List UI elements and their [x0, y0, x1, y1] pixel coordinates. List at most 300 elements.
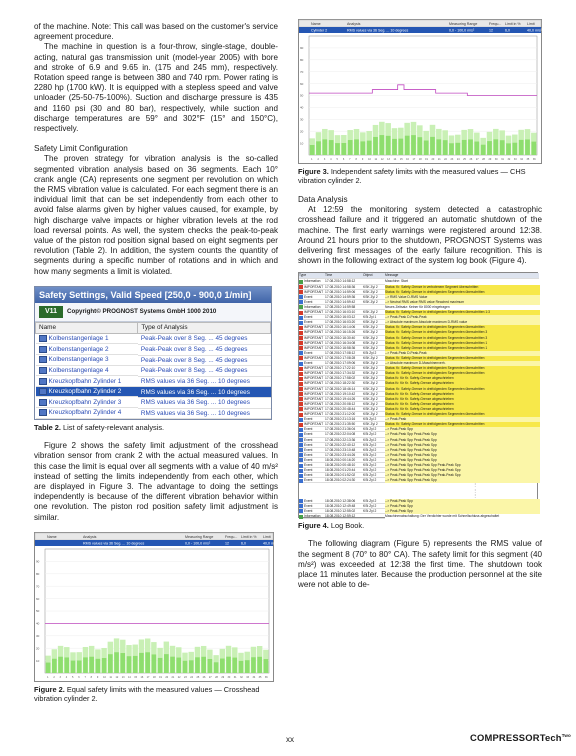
important-icon — [299, 341, 303, 345]
logbook-cell-type: IMPORTANT — [304, 330, 324, 335]
logbook-cell-type: IMPORTANT — [304, 289, 324, 294]
chart-row-cell: 6,0 — [241, 541, 246, 546]
segment-bar-inner — [436, 139, 441, 155]
x-tick-label: 35 — [258, 675, 262, 679]
settings-row[interactable] — [36, 355, 271, 366]
logbook-cell-type: Event — [304, 320, 313, 325]
chart-selected-row — [35, 540, 273, 546]
segment-bar-inner — [506, 143, 511, 155]
chart-header-cell: Analysis — [83, 534, 97, 539]
logbook-cell-msg: Status: Kr. Safety-Grenze in dreifolgenden Segmenten überschritten — [385, 290, 540, 295]
logbook-cell-type: Event — [304, 478, 313, 483]
figure2-label: Figure 2. — [34, 684, 65, 694]
panel-logo-bar — [35, 303, 271, 322]
segment-bar-inner — [189, 660, 194, 673]
figure2-caption — [34, 685, 278, 703]
logbook-cell-time: 17.08.2010 16:14:06 — [325, 325, 356, 330]
logbook-cell-time: 17.08.2010 16:15:26 — [325, 330, 356, 335]
logbook-cell-type: IMPORTANT — [304, 412, 324, 417]
x-tick-label: 28 — [215, 675, 218, 679]
logbook-cell-obj: KSK Zyl 2 — [363, 355, 378, 360]
chart-header-cell: Analysis — [347, 22, 361, 27]
x-tick-label: 27 — [475, 158, 479, 161]
settings-type-cell[interactable]: Peak-Peak over 8 Seg. ... 45 degrees — [138, 355, 271, 366]
logbook-cell-type: Event — [304, 437, 313, 442]
settings-type-cell[interactable]: Peak-Peak over 8 Seg. ... 45 degrees — [138, 344, 271, 355]
brand-footer — [470, 732, 571, 743]
chart-header-cell: Limit — [527, 22, 535, 27]
settings-row[interactable] — [36, 387, 271, 398]
logbook-cell-obj: KSK Zyl 2 — [363, 310, 378, 315]
settings-row[interactable] — [36, 366, 271, 377]
y-tick-label: 60 — [36, 596, 40, 601]
settings-type-cell[interactable]: Peak-Peak over 8 Seg. ... 45 degrees — [138, 366, 271, 377]
logbook-cell-time: 18.08.2010 12:59:12 — [325, 514, 356, 519]
x-tick-label: 10 — [103, 675, 106, 679]
y-tick-label: 20 — [36, 646, 40, 651]
logbook-cell-time: 17.08.2010 21:36:04 — [325, 427, 356, 432]
logbook-cell-obj: KSt Zyl 2 — [363, 478, 377, 483]
logbook-cell-msg: Status: Kr. Safety-Grenze in dreifolgenden Segmenten überschritten 3 — [385, 336, 540, 341]
x-tick-label: 6 — [342, 158, 345, 161]
logbook-cell-msg: Status Kr. für Kr. Safety-Grenze abgeschrieben — [385, 376, 540, 381]
settings-type-cell[interactable]: RMS values via 36 Seg. ... 10 degrees — [138, 376, 271, 387]
settings-name-cell[interactable] — [36, 366, 138, 377]
x-tick-label: 23 — [184, 675, 187, 679]
logbook-cell-time: 18.08.2010 12:49:48 — [325, 503, 356, 508]
chart-row-cell: Cylinder 2 — [311, 28, 328, 33]
segment-bar-inner — [341, 143, 346, 155]
segment-bar-inner — [71, 660, 76, 672]
logbook-cell-obj: KSK Zyl 2 — [363, 320, 378, 325]
important-icon — [299, 387, 303, 391]
settings-name-cell[interactable] — [36, 376, 138, 387]
figure3-chart — [298, 19, 542, 164]
settings-row[interactable] — [36, 397, 271, 408]
logbook-cell-obj: KSK Zyl 2 — [363, 284, 378, 289]
logbook-cell-type: IMPORTANT — [304, 335, 324, 340]
segment-bar-inner — [411, 135, 416, 155]
y-tick-label: 70 — [36, 584, 40, 589]
important-icon — [299, 377, 303, 381]
important-icon — [299, 397, 303, 401]
logbook-cell-obj: KSt Zyl 2 — [363, 432, 377, 437]
x-tick-label: 34 — [252, 675, 256, 679]
logbook-cell-msg: Maschinenabschaltung: Der Verdichter wurde mit Schnellschluss abgeschaltet — [385, 514, 540, 519]
segment-bar-inner — [430, 137, 435, 155]
logbook-cell-obj: KSK Zyl 2 — [363, 422, 378, 427]
settings-name: Kolbenstangenlage 3 — [48, 356, 109, 364]
brand-name: COMPRESSORTech — [470, 732, 562, 743]
logbook-cell-type: Event — [304, 503, 313, 508]
logbook-cell-obj: KSK Zyl 2 — [363, 289, 378, 294]
important-icon — [299, 382, 303, 386]
logbook-header — [299, 273, 539, 278]
logbook-cell-obj: KSt Zyl 2 — [363, 442, 377, 447]
info-icon — [299, 305, 303, 309]
important-icon — [299, 423, 303, 427]
y-tick-label: 10 — [36, 658, 40, 663]
logbook-cell-time: 18.08.2010 12:38:06 — [325, 498, 356, 503]
logbook-row[interactable] — [299, 514, 539, 519]
logbook-cell-time: 17.08.2010 23:44:26 — [325, 452, 356, 457]
event-icon — [299, 458, 303, 462]
x-tick-label: 1 — [47, 675, 49, 679]
logbook-cell-type: Event — [304, 457, 313, 462]
event-icon — [299, 351, 303, 355]
logbook-cell-time: 17.08.2010 22:40:12 — [325, 442, 356, 447]
segment-bar-inner — [367, 141, 372, 155]
settings-type-cell[interactable]: Peak-Peak over 8 Seg. ... 45 degrees — [138, 333, 271, 344]
sensor-icon — [39, 409, 47, 416]
y-tick-label: 20 — [300, 129, 304, 134]
event-icon — [299, 443, 303, 447]
x-tick-label: 15 — [134, 675, 138, 679]
logbook-cell-obj: KSK Zyl 2 — [363, 401, 378, 406]
logbook-cell-time: 17.08.2010 19:44:26 — [325, 396, 356, 401]
logbook-cell-time: 17.08.2010 17:08:12 — [325, 350, 356, 355]
x-tick-label: 23 — [450, 158, 454, 161]
paragraph-figure2: Figure 2 shows the safety limit adjustment of the crosshead vibration sensor from crank 2 with the actual measured values. In this case the limit is equal over all segments with a value of 40 m/s² instead of setting the limits independently from each other, which are displayed in Figure 3. The advantage to doing the settings independently is because of the different vibration behavior within one revolution. The piston rod position safety limit adjustment is similar. — [34, 441, 278, 522]
x-tick-label: 12 — [380, 158, 384, 161]
settings-type-cell[interactable]: RMS values via 36 Seg. ... 10 degrees — [138, 408, 271, 419]
event-icon — [299, 428, 303, 432]
figure2-chart — [34, 532, 278, 682]
important-icon — [299, 407, 303, 411]
event-icon — [299, 509, 303, 513]
segment-bar-inner — [531, 142, 536, 155]
x-tick-label: 14 — [393, 158, 397, 161]
event-icon — [299, 469, 303, 473]
logbook-cell-type: Event — [304, 442, 313, 447]
paragraph-figure5: The following diagram (Figure 5) represents the RMS value of the segment 8 (70° to 80° CA). The safety limit for this segment (40 m/s²) was exceeded at 12:38 the first time. The shutdown took place 11 minutes later. Because the production personnel at the site were not able to de- — [298, 539, 542, 590]
settings-name-cell[interactable] — [36, 397, 138, 408]
segment-bar-inner — [481, 145, 486, 155]
settings-name-cell[interactable] — [36, 355, 138, 366]
logbook-cell-msg: Status: Kr. Safety-Grenze in verbotenem Segment überschritten — [385, 285, 540, 290]
segment-bar-inner — [379, 135, 384, 155]
x-tick-label: 31 — [233, 675, 237, 679]
logbook-cell-msg: --> Peak-Peak Spp Peak-Peak Spp — [385, 453, 540, 458]
important-icon — [299, 346, 303, 350]
sensor-icon — [39, 388, 47, 395]
logbook-cell-msg: --> Absolute maximum Absolute maximum D-RMS value — [385, 320, 540, 325]
settings-name-cell[interactable] — [36, 387, 138, 398]
x-tick-label: 35 — [526, 158, 530, 161]
x-tick-label: 22 — [177, 675, 181, 679]
x-tick-label: 8 — [90, 675, 93, 679]
x-tick-label: 30 — [494, 158, 498, 161]
y-tick-label: 50 — [36, 608, 40, 613]
y-tick-label: 30 — [300, 117, 304, 122]
x-tick-label: 7 — [84, 675, 86, 679]
segment-bar-inner — [424, 141, 429, 155]
sensor-icon — [39, 356, 47, 363]
logbook-cell-type: Event — [304, 508, 313, 513]
settings-type-cell[interactable]: RMS values via 36 Seg. ... 10 degrees — [138, 387, 271, 398]
x-tick-label: 24 — [456, 158, 460, 161]
logbook-cell-msg: Maschine: Start — [385, 279, 540, 284]
sensor-icon — [39, 335, 47, 342]
chart-header-cell: Measuring Range — [185, 534, 214, 539]
logbook-cell-msg: --> Peak-Peak Spp — [385, 427, 540, 432]
logbook-cell-type: Event — [304, 417, 313, 422]
x-tick-label: 9 — [361, 158, 364, 161]
logbook-cell-obj: KSK Zyl 2 — [363, 371, 378, 376]
logbook-cell-msg: --> Peak-Peak Spp Peak-Peak Spp — [385, 432, 540, 437]
logbook-cell-msg: --> Peak-Peak Spp — [385, 499, 540, 504]
logbook-cell-type: IMPORTANT — [304, 406, 324, 411]
logbook-cell-time: 17.08.2010 22:04:08 — [325, 432, 356, 437]
chart-header-cell: Name — [311, 22, 321, 27]
logbook-cell-time: 17.08.2010 17:09:06 — [325, 361, 356, 366]
settings-row[interactable] — [36, 333, 271, 344]
segment-bar-inner — [329, 140, 334, 155]
logbook-cell-type: Event — [304, 299, 313, 304]
x-tick-label: 29 — [221, 675, 225, 679]
logbook-cell-time: 17.08.2010 20:08:12 — [325, 401, 356, 406]
important-icon — [299, 331, 303, 335]
event-icon — [299, 504, 303, 508]
segment-bar-inner — [462, 140, 467, 155]
x-tick-label: 34 — [520, 158, 523, 161]
important-icon — [299, 402, 303, 406]
important-icon — [299, 290, 303, 294]
chart-header-cell: Measuring Range — [449, 22, 478, 27]
logbook-cell-type: Information — [304, 514, 321, 519]
segment-bar-inner — [512, 143, 517, 155]
logbook-cell-type: IMPORTANT — [304, 345, 324, 350]
logbook-cell-time: 17.08.2010 17:22:10 — [325, 366, 356, 371]
logbook-cell-time: 17.08.2010 14:58:36 — [325, 284, 356, 289]
logbook-cell-msg: Status: Kr. Safety-Grenze in dreifolgenden Segmenten überschritten 1:3 — [385, 310, 540, 315]
chart-row-cell: RMS values via 36 Seg. ... 10 degrees — [83, 541, 145, 546]
logbook-cell-type: IMPORTANT — [304, 391, 324, 396]
segment-bar-inner — [373, 137, 378, 155]
segment-bar-inner — [220, 658, 225, 672]
paragraph-data-analysis: At 12:59 the monitoring system detected a catastrophic crosshead failure and it triggered an automatic shutdown of the machine. The first early warnings were registered around 12:38. Around 21 hours prior to the shutdown, PROGNOST Systems was delivering first messages of the early failure recognition. This is shown in the following extract of the system log book (Figure 4). — [298, 205, 542, 266]
settings-type-cell[interactable]: RMS values via 36 Seg. ... 10 degrees — [138, 397, 271, 408]
event-icon — [299, 448, 303, 452]
segment-bar-inner — [83, 657, 88, 673]
settings-row[interactable] — [36, 408, 271, 419]
settings-name: Kolbenstangenlage 2 — [48, 345, 109, 353]
segment-bar-inner — [360, 141, 365, 155]
figure4-caption — [298, 521, 542, 530]
important-icon — [299, 413, 303, 417]
logbook-cell-type: IMPORTANT — [304, 401, 324, 406]
segment-bar-inner — [322, 139, 327, 155]
segment-bar-inner — [52, 658, 57, 672]
logbook-cell-obj: KSt Zyl 2 — [363, 473, 377, 478]
logbook-cell-type: IMPORTANT — [304, 340, 324, 345]
logbook-cell-obj: KSK Zyl 2 — [363, 340, 378, 345]
x-tick-label: 29 — [488, 158, 492, 161]
logbook-cell-obj: KSK Zyl 2 — [363, 366, 378, 371]
logbook-cell-msg: --> Peak-Peak Spp Peak-Peak Spp Peak-Peak Spp — [385, 473, 540, 478]
settings-name: Kreuzkopfbahn Zylinder 3 — [48, 398, 122, 406]
y-tick-label: 50 — [300, 93, 304, 98]
event-icon — [299, 479, 303, 483]
right-column — [298, 22, 542, 590]
logbook-cell-msg: Neues Zeitsatz: Keiner für 8000 eingetragen — [385, 305, 540, 310]
sensor-icon — [39, 378, 47, 385]
segment-bar-inner — [127, 656, 132, 673]
y-tick-label: 90 — [36, 559, 40, 564]
settings-name-cell[interactable] — [36, 344, 138, 355]
chart-header-cell: Frequ... — [489, 22, 502, 27]
segment-bar-inner — [386, 136, 391, 155]
segment-bar-inner — [455, 143, 460, 155]
segment-bar-inner — [417, 137, 422, 155]
logbook-cell-type: Event — [304, 294, 313, 299]
logbook-cell-time: 17.08.2010 22:13:36 — [325, 437, 356, 442]
logbook-cell-obj: KSt Zyl 2 — [363, 350, 377, 355]
logbook-cell-msg: Status: Kr. Safety-Grenze in dreifolgenden Segmenten überschritten 1 — [385, 346, 540, 351]
chart-row-cell: 12 — [225, 541, 229, 546]
logbook-cell-type: Event — [304, 350, 313, 355]
important-icon — [299, 336, 303, 340]
logbook-cell-msg: Status: Kr. Safety-Grenze in dreifolgenden Segmenten überschritten — [385, 422, 540, 427]
segment-bar-inner — [139, 653, 144, 673]
column-header-name[interactable]: Name — [36, 322, 138, 333]
logbook-cell-msg: --> Peak-Peak Spp Peak-Peak Spp — [385, 443, 540, 448]
segment-bar-inner — [120, 653, 125, 673]
logbook-cell-obj: KSK Zyl 2 — [363, 335, 378, 340]
logbook-cell-obj: KSt Zyl 2 — [363, 437, 377, 442]
chart-row-cell: 6,0 — [505, 28, 510, 33]
x-tick-label: 2 — [53, 675, 55, 679]
logbook-header-cell: Type — [299, 273, 307, 278]
logbook-cell-time: 17.08.2010 17:08:28 — [325, 355, 356, 360]
x-tick-label: 15 — [399, 158, 403, 161]
segment-bar-inner — [487, 141, 492, 155]
logbook-cell-msg: Status: Kr. Safety-Grenze in dreifolgenden Segmenten überschritten 1 — [385, 341, 540, 346]
table2-text: List of safety-relevant analysis. — [63, 423, 165, 433]
logbook-cell-obj: KSt Zyl 2 — [363, 468, 377, 473]
x-tick-label: 31 — [501, 158, 504, 161]
table2-label: Table 2. — [34, 423, 61, 433]
x-tick-label: 5 — [336, 158, 338, 161]
logbook-cell-msg: Status Kr. für Kr. Safety-Grenze abgeschrieben — [385, 381, 540, 386]
logbook-cell-msg: --> RMS Value D-RMS Value — [385, 295, 540, 300]
logbook-cell-time: 17.08.2010 19:10:42 — [325, 391, 356, 396]
paragraph-machine: The machine in question is a four-throw, single-stage, double-acting, natural gas transmission unit (model-year 2005) with bore and stroke of 6.9 and 9.65 in. (175 and 245 mm), respectively. Rotation speed range is between 380 and 740 rpm. Power rating is 2280 hp (1700 kW). It is equipped with a stepless speed and valve unloader (25-50-75-100%). Suction and discharge pressure is 435 and 1160 psi (30 and 80 bar), respectively, while suction and discharge temperatures are 59° and 302°F (15° and 150°C), respectively. — [34, 42, 278, 134]
logbook-cell-time: 17.08.2010 16:03:10 — [325, 310, 356, 315]
logbook-cell-type: IMPORTANT — [304, 371, 324, 376]
logbook-cell-obj: KSt Zyl 2 — [363, 452, 377, 457]
logbook-cell-obj: KSK Zyl 2 — [363, 386, 378, 391]
event-icon — [299, 295, 303, 299]
logbook-cell-obj: KSt Zyl 2 — [363, 427, 377, 432]
logbook-cell-obj: KSt Zyl 2 — [363, 447, 377, 452]
logbook-header-cell: Time — [325, 273, 333, 278]
settings-row[interactable] — [36, 344, 271, 355]
y-tick-label: 40 — [36, 621, 40, 626]
logbook-cell-msg: --> Peak-Peak Spp — [385, 504, 540, 509]
logbook-cell-type: Information — [304, 304, 321, 309]
x-tick-label: 11 — [374, 158, 378, 161]
settings-name-cell[interactable] — [36, 408, 138, 419]
segment-bar-inner — [443, 140, 448, 155]
event-icon — [299, 321, 303, 325]
ellipsis-icon: ⋮ — [473, 488, 477, 493]
logbook-cell-obj: KSK Zyl 2 — [363, 412, 378, 417]
logbook-cell-type: IMPORTANT — [304, 325, 324, 330]
segment-bar-inner — [348, 140, 353, 155]
settings-name: Kolbenstangenlage 4 — [48, 366, 109, 374]
logbook — [298, 272, 538, 518]
segment-bar-inner — [245, 660, 250, 673]
logbook-cell-type: Event — [304, 427, 313, 432]
chart-header-cell: Frequ... — [225, 534, 238, 539]
important-icon — [299, 311, 303, 315]
logbook-cell-time: 17.08.2010 14:59:36 — [325, 294, 356, 299]
logbook-cell-time: 17.08.2010 21:35:50 — [325, 422, 356, 427]
logbook-cell-obj: KSK Zyl 2 — [363, 391, 378, 396]
x-tick-label: 12 — [115, 675, 119, 679]
x-tick-label: 18 — [152, 675, 156, 679]
settings-row[interactable] — [36, 376, 271, 387]
important-icon — [299, 285, 303, 289]
x-tick-label: 3 — [59, 675, 61, 679]
segment-bar-inner — [474, 142, 479, 155]
segment-bar-inner — [257, 657, 262, 673]
figure3-caption — [298, 167, 542, 185]
x-tick-label: 4 — [330, 158, 332, 161]
segment-bar-inner — [145, 652, 150, 673]
info-icon — [299, 515, 303, 519]
logbook-cell-msg: Status: Kr. Safety-Grenze in dreifolgenden Segmenten überschritten — [385, 366, 540, 371]
x-tick-label: 18 — [418, 158, 422, 161]
segment-bar-inner — [405, 136, 410, 155]
segment-bar-inner — [392, 139, 397, 155]
event-icon — [299, 316, 303, 320]
chart-row-cell: 40,0 m/s² — [263, 541, 278, 546]
segment-bar-inner — [201, 657, 206, 673]
logbook-cell-obj: KSK Zyl 2 — [363, 376, 378, 381]
x-tick-label: 5 — [72, 675, 74, 679]
figure3-svg — [299, 20, 541, 163]
settings-name-cell[interactable] — [36, 334, 138, 345]
segment-bar-inner — [208, 659, 213, 673]
segment-bar-inner — [468, 139, 473, 155]
segment-bar-inner — [251, 657, 256, 673]
x-tick-label: 21 — [437, 158, 441, 161]
logbook-cell-time: 17.08.2010 20:48:44 — [325, 406, 356, 411]
logbook-cell-msg: Status: Kr. Safety-Grenze in dreifolgenden Segmenten überschritten — [385, 356, 540, 361]
segment-bar-inner — [89, 656, 94, 672]
segment-bar-inner — [310, 145, 315, 155]
column-header-type[interactable]: Type of Analysis — [138, 322, 271, 333]
logbook-header-cell: Object — [363, 273, 373, 278]
logbook-cell-obj: KSt Zyl 2 — [363, 463, 377, 468]
logbook-cell-obj: KSt Zyl 2 — [363, 503, 377, 508]
segment-bar-inner — [214, 662, 219, 673]
x-tick-label: 7 — [349, 158, 351, 161]
y-tick-label: 80 — [36, 571, 40, 576]
x-tick-label: 11 — [109, 675, 112, 679]
logbook-cell-type: Event — [304, 361, 313, 366]
figure4-text: Log Book. — [330, 521, 365, 531]
logbook-cell-type: IMPORTANT — [304, 386, 324, 391]
logbook-cell-msg: Status: Kr. Safety-Grenze in dreifolgenden Segmenten überschritten — [385, 325, 540, 330]
important-icon — [299, 367, 303, 371]
segment-bar-inner — [398, 139, 403, 155]
important-icon — [299, 372, 303, 376]
x-tick-label: 20 — [431, 158, 435, 161]
prognost-logo: V11 — [39, 306, 63, 318]
